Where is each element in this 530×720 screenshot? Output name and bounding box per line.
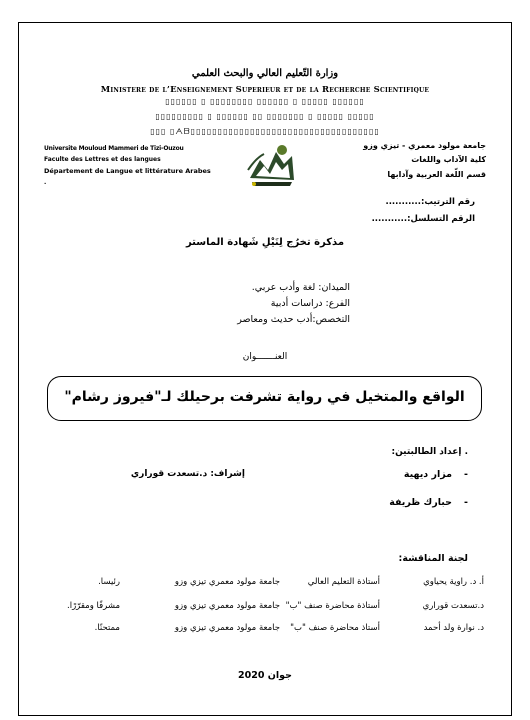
- committee-member-institution: جامعة مولود معمري تيزي وزو: [174, 577, 280, 587]
- committee-member-role: ممتحنًا.: [94, 623, 120, 633]
- student-dash: -: [464, 497, 468, 508]
- defense-date: جوان 2020: [238, 670, 292, 681]
- department-name-fr: Département de Langue et littérature Arabes: [44, 167, 211, 175]
- department-dot: .: [44, 179, 47, 186]
- faculty-name-ar: كلية الآداب واللغات: [411, 155, 486, 164]
- committee-member-rank: أستاذة التعليم العالي: [307, 577, 380, 587]
- committee-member-rank: أستاذة محاضرة صنف "ب": [285, 601, 380, 611]
- student-name: مزار ديهية: [403, 469, 452, 480]
- faculty-name-fr: Faculte des Lettres et des langues: [44, 156, 161, 163]
- rank-number-field: رقم الترتيب:...........: [385, 197, 475, 207]
- university-name-fr: Universite Mouloud Mammeri de Tizi-Ouzou: [44, 145, 184, 152]
- committee-label: لجنة المناقشة:: [398, 553, 468, 564]
- thesis-title: الواقع والمتخيل في رواية تشرفت برحيلك لـ"فيروز رشام": [64, 389, 465, 405]
- field-specialty: التخصص:أدب حديث ومعاصر: [237, 314, 350, 325]
- garbled-line-2: ▯▯▯▯▯▯▯▯▯ ▯ ▯▯▯▯▯▯ ▯▯ ▯▯▯▯▯▯▯ ▯ ▯▯▯▯▯ ▯▯▯▯▯: [155, 112, 375, 121]
- thesis-type: مذكرة تخرُج لِنَيْلِ شَهادة الماستر: [185, 237, 345, 248]
- committee-member-name: أ. د. راوية يحياوي: [423, 577, 484, 587]
- serial-number-field: الرقم التسلسل:...........: [371, 214, 475, 224]
- committee-member-institution: جامعة مولود معمري تيزي وزو: [174, 601, 280, 611]
- title-box: [47, 376, 482, 421]
- committee-member-name: د.تسعدت قوراري: [422, 601, 484, 611]
- committee-member-role: مشرفًا ومقرّرًا.: [67, 601, 120, 611]
- university-name-ar: جامعة مولود معمري - تيزي وزو: [363, 141, 486, 150]
- ministry-french: Ministere de l’Enseignement Superieur et de la Recherche Scientifique: [100, 85, 430, 95]
- committee-member-rank: أستاذ محاضرة صنف "ب": [290, 623, 380, 633]
- committee-member-name: د. نوارة ولد أحمد: [423, 623, 484, 633]
- committee-member-institution: جامعة مولود معمري تيزي وزو: [174, 623, 280, 633]
- student-name: حبارك ظريفة: [389, 497, 452, 508]
- ministry-arabic: وزارة التّعليم العالي والبحث العلمي: [191, 68, 339, 79]
- field-branch: الفرع: دراسات أدبية: [270, 298, 350, 309]
- department-name-ar: قسم اللّغة العربية وآدابها: [387, 170, 486, 179]
- field-domain: الميدان: لغة وأدب عربي.: [251, 282, 350, 293]
- supervisor: إشراف: د.تسعدت قوراري: [130, 469, 245, 479]
- prepared-by-label: . إعداد الطالبتين:: [391, 447, 468, 457]
- committee-member-role: رئيسا.: [98, 577, 120, 587]
- title-label: العنـــــــوان: [242, 352, 288, 362]
- garbled-line-1: ▯▯▯▯▯▯ ▯ ▯▯▯▯▯▯▯▯ ▯▯▯▯▯▯ ▯ ▯▯▯▯▯ ▯▯▯▯▯▯: [165, 97, 365, 106]
- student-dash: -: [464, 469, 468, 480]
- garbled-line-3: ▯▯▯ ▯ᗅᗷ▯▯▯▯▯▯▯▯▯▯▯▯▯▯▯▯▯▯▯▯▯▯▯▯▯▯▯▯▯▯▯▯▯▯▯: [150, 127, 380, 136]
- university-logo: [246, 140, 298, 190]
